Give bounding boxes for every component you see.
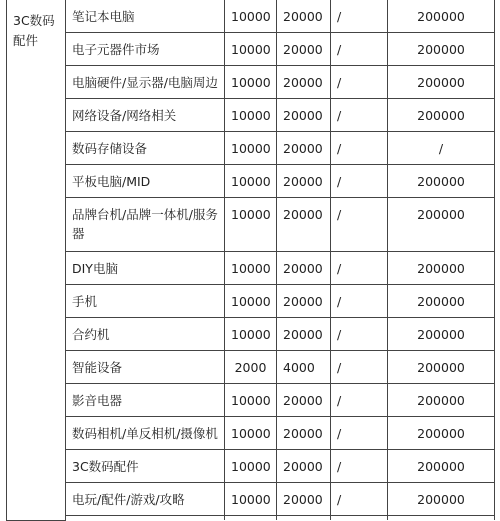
value-d: 200000 [388,318,495,351]
value-a: 10000 [225,33,277,66]
value-b: 20000 [277,417,331,450]
value-b: 20000 [277,318,331,351]
value-d: 200000 [388,0,495,33]
table-row [7,351,495,384]
item-name: DIY电脑 [66,252,225,285]
value-c: / [331,99,388,132]
value-a: 10000 [225,417,277,450]
value-a: 10000 [225,132,277,165]
value-d: 200000 [388,384,495,417]
value-d: 200000 [388,33,495,66]
empty-cell [277,516,331,521]
empty-cell [66,516,225,521]
table-row [7,483,495,516]
value-c: / [331,132,388,165]
table-row-cut-off [7,516,495,521]
category-cell: 3C数码配件 [7,0,66,520]
value-d: 200000 [388,252,495,285]
table-row [7,318,495,351]
value-d: 200000 [388,66,495,99]
value-b: 20000 [277,66,331,99]
value-c: / [331,66,388,99]
value-a: 10000 [225,198,277,252]
table-row [7,165,495,198]
item-name: 品牌台机/品牌一体机/服务器 [66,198,225,252]
item-name: 影音电器 [66,384,225,417]
value-a: 10000 [225,450,277,483]
value-a: 10000 [225,66,277,99]
table-row [7,33,495,66]
item-name: 数码存储设备 [66,132,225,165]
table-row [7,0,495,33]
value-c: / [331,483,388,516]
value-a: 10000 [225,0,277,33]
value-b: 20000 [277,0,331,33]
value-b: 20000 [277,252,331,285]
item-name: 电脑硬件/显示器/电脑周边 [66,66,225,99]
value-a: 10000 [225,252,277,285]
item-name: 智能设备 [66,351,225,384]
value-a: 10000 [225,483,277,516]
value-c: / [331,165,388,198]
empty-cell [388,516,495,521]
item-name: 电子元器件市场 [66,33,225,66]
value-c: / [331,0,388,33]
value-d: 200000 [388,285,495,318]
value-b: 20000 [277,384,331,417]
empty-cell [331,516,388,521]
table-row [7,450,495,483]
item-name: 数码相机/单反相机/摄像机 [66,417,225,450]
item-name: 平板电脑/MID [66,165,225,198]
empty-cell [225,516,277,521]
value-d: 200000 [388,450,495,483]
item-name: 电玩/配件/游戏/攻略 [66,483,225,516]
item-name: 网络设备/网络相关 [66,99,225,132]
value-b: 20000 [277,198,331,252]
value-c: / [331,450,388,483]
table-row [7,66,495,99]
value-d: / [388,132,495,165]
value-b: 20000 [277,285,331,318]
value-a: 10000 [225,99,277,132]
table-row [7,252,495,285]
value-c: / [331,384,388,417]
value-c: / [331,33,388,66]
value-b: 4000 [277,351,331,384]
value-a: 10000 [225,384,277,417]
value-c: / [331,318,388,351]
fee-table [6,0,495,521]
value-c: / [331,417,388,450]
item-name: 3C数码配件 [66,450,225,483]
value-d: 200000 [388,351,495,384]
value-b: 20000 [277,165,331,198]
value-a: 10000 [225,285,277,318]
value-b: 20000 [277,450,331,483]
value-b: 20000 [277,483,331,516]
value-d: 200000 [388,417,495,450]
value-c: / [331,198,388,252]
value-a: 10000 [225,318,277,351]
value-a: 10000 [225,165,277,198]
table-row [7,198,495,252]
value-d: 200000 [388,198,495,252]
value-b: 20000 [277,99,331,132]
value-d: 200000 [388,483,495,516]
item-name: 笔记本电脑 [66,0,225,33]
table-row [7,384,495,417]
value-b: 20000 [277,33,331,66]
item-name: 合约机 [66,318,225,351]
value-c: / [331,351,388,384]
value-d: 200000 [388,165,495,198]
table-row [7,99,495,132]
value-a: 2000 [225,351,277,384]
value-c: / [331,285,388,318]
value-d: 200000 [388,99,495,132]
value-c: / [331,252,388,285]
item-name: 手机 [66,285,225,318]
table-row [7,417,495,450]
table-row [7,132,495,165]
table-row [7,285,495,318]
value-b: 20000 [277,132,331,165]
